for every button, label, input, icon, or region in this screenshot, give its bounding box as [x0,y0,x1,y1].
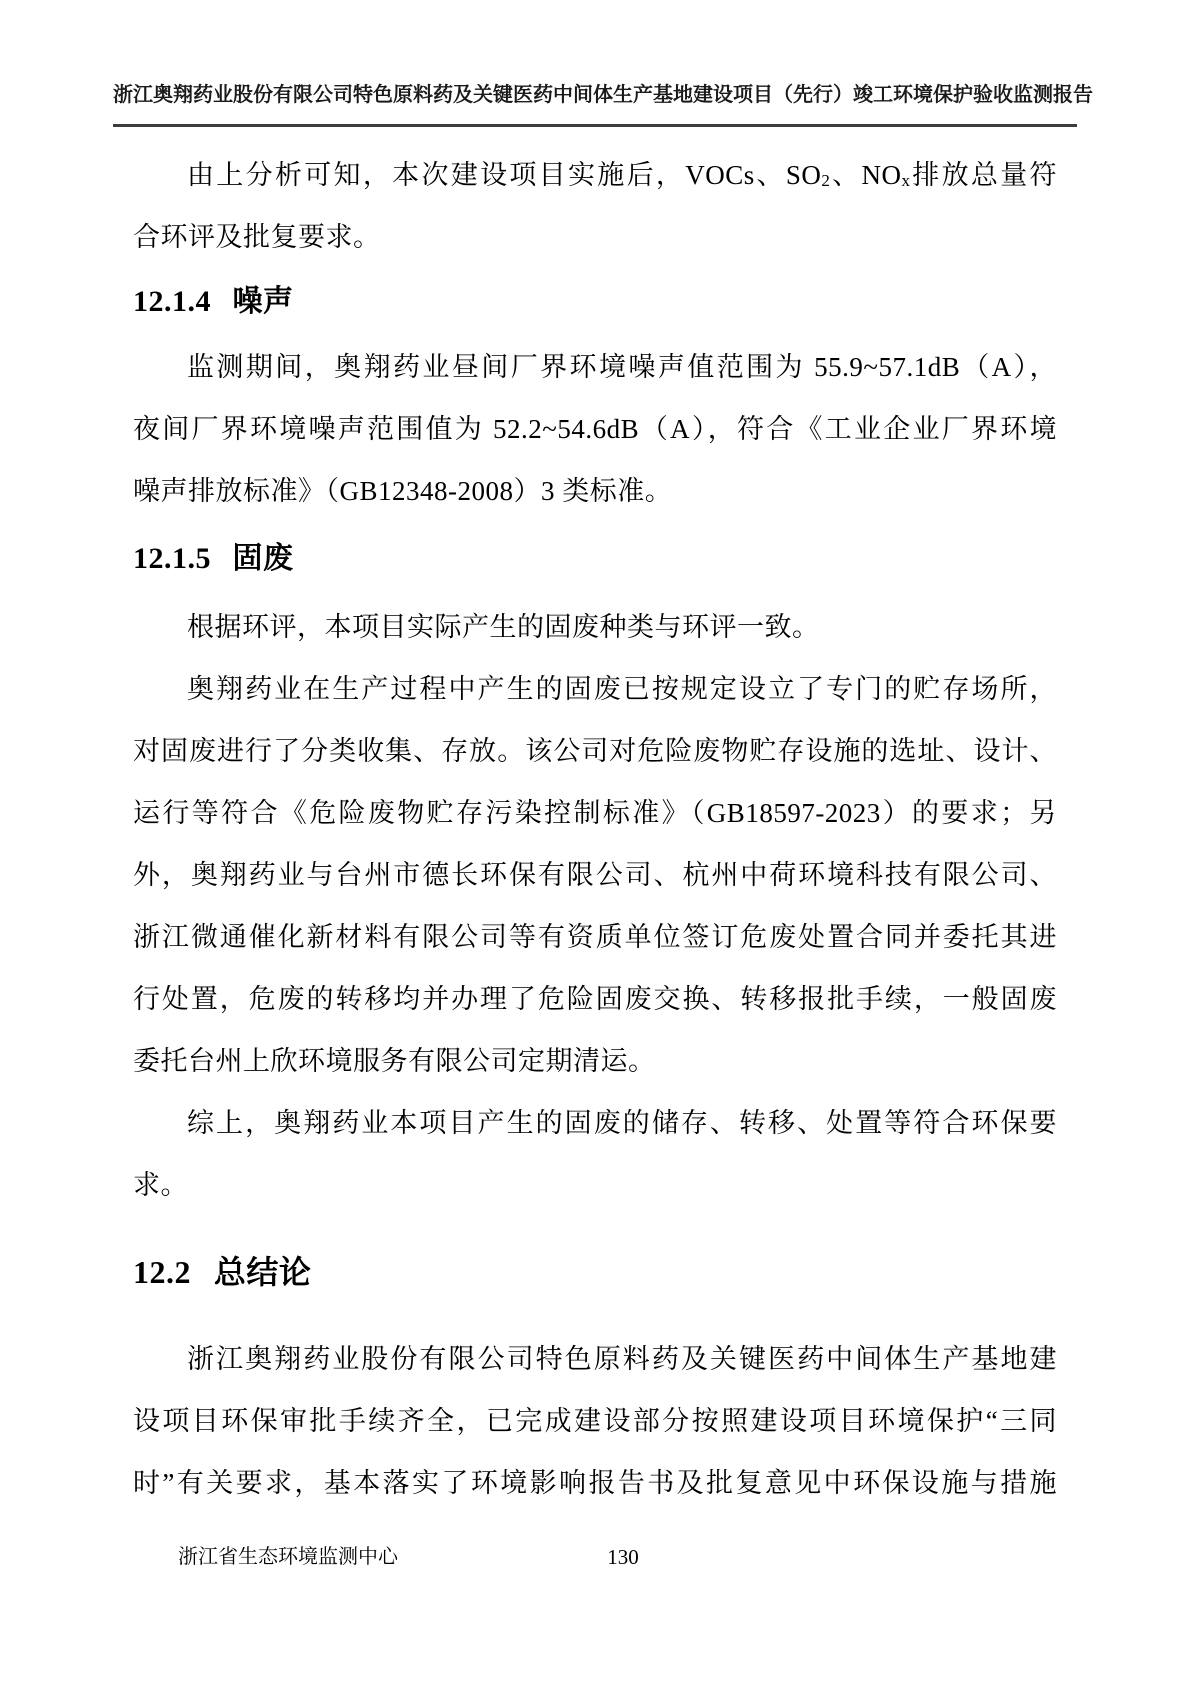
text-segment: 由上分析可知，本次建设项目实施后，VOCs、SO [187,160,822,190]
paragraph-solid-waste-summary [133,1092,1057,1216]
paragraph-line: 对固废进行了分类收集、存放。该公司对危险废物贮存设施的选址、设计、 [133,736,1057,766]
page-header-title: 浙江奥翔药业股份有限公司特色原料药及关键医药中间体生产基地建设项目（先行）竣工环境保护验收监测报告 [113,84,1093,106]
text-segment: 排放总量符 [910,160,1058,190]
page-number: 130 [607,1545,639,1569]
document-body [133,144,1057,1514]
subscript-2: 2 [821,171,831,190]
paragraph-line: 奥翔药业在生产过程中产生的固废已按规定设立了专门的贮存场所， [187,674,1057,704]
paragraph-line [133,144,1057,206]
paragraph-line: 时”有关要求，基本落实了环境影响报告书及批复意见中环保设施与措施 [133,1468,1057,1498]
section-heading-12-1-5-solid-waste: 12.1.5 固废 [133,542,294,575]
paragraph-line: 委托台州上欣环境服务有限公司定期清运。 [133,1046,656,1076]
subscript-x: x [901,171,911,190]
paragraph-line: 噪声排放标准》（GB12348-2008）3 类标准。 [133,476,673,506]
paragraph-line: 求。 [133,1170,188,1200]
paragraph-solid-waste-types [133,596,1057,658]
paragraph-line: 行处置，危废的转移均并办理了危险固废交换、转移报批手续，一般固废 [133,984,1057,1014]
paragraph-line: 综上，奥翔药业本项目产生的固废的储存、转移、处置等符合环保要 [187,1108,1057,1138]
paragraph-line: 夜间厂界环境噪声范围值为 52.2~54.6dB（A），符合《工业企业厂界环境 [133,414,1057,444]
paragraph-line: 设项目环保审批手续齐全，已完成建设部分按照建设项目环境保护“三同 [133,1406,1057,1436]
paragraph-line: 运行等符合《危险废物贮存污染控制标准》（GB18597-2023）的要求；另 [133,798,1057,828]
header-divider-rule [113,124,1077,127]
paragraph-line: 外，奥翔药业与台州市德长环保有限公司、杭州中荷环境科技有限公司、 [133,860,1057,890]
paragraph-overall-conclusion [133,1328,1057,1514]
footer-organization: 浙江省生态环境监测中心 [178,1546,398,1568]
paragraph-line: 合环评及批复要求。 [133,222,381,252]
paragraph-line: 根据环评，本项目实际产生的固废种类与环评一致。 [187,612,820,642]
paragraph-emission-totals [133,144,1057,268]
paragraph-line: 监测期间，奥翔药业昼间厂界环境噪声值范围为 55.9~57.1dB（A）， [187,352,1057,382]
paragraph-solid-waste-handling [133,658,1057,1092]
paragraph-line: 浙江微通催化新材料有限公司等有资质单位签订危废处置合同并委托其进 [133,922,1057,952]
section-heading-12-2-conclusion: 12.2 总结论 [133,1254,312,1290]
paragraph-noise-monitoring [133,336,1057,522]
section-heading-12-1-4-noise: 12.1.4 噪声 [133,285,294,318]
paragraph-line: 浙江奥翔药业股份有限公司特色原料药及关键医药中间体生产基地建 [187,1344,1057,1374]
text-segment: 、NO [830,160,902,190]
